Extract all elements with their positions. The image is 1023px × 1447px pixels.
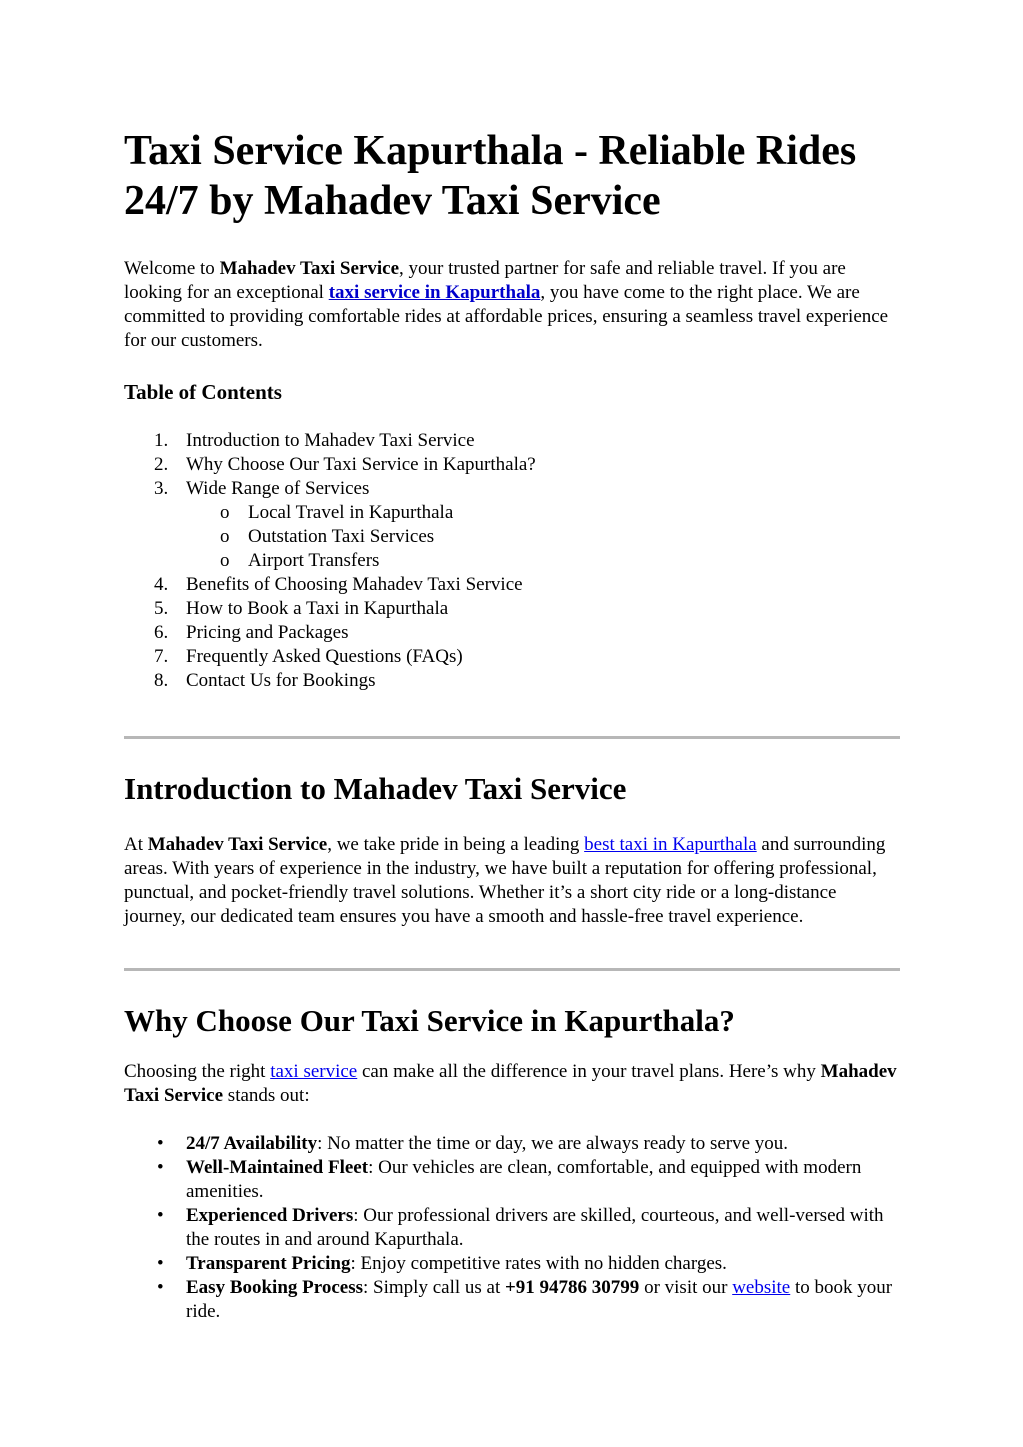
list-item-title: Easy Booking Process: [186, 1277, 364, 1298]
section2-brand: Mahadev Taxi Service: [124, 1061, 897, 1106]
intro-brand: Mahadev Taxi Service: [219, 258, 400, 279]
phone-number: +91 94786 30799: [504, 1277, 640, 1298]
list-item-title: Well-Maintained Fleet: [186, 1157, 369, 1178]
list-item-text: : No matter the time or day, we are always ready to serve you.: [317, 1133, 789, 1154]
toc-item: [124, 525, 900, 549]
intro-text-3: , you have come to the right place. We are committed to providing comfortable rides at affordable prices, ensuring a seamless travel experience for our customers.: [124, 282, 889, 351]
section1-text-1: At: [124, 834, 148, 855]
why-choose-paragraph: [124, 1060, 900, 1108]
website-link[interactable]: website: [732, 1277, 791, 1298]
toc-item-label: How to Book a Taxi in Kapurthala: [186, 598, 449, 619]
taxi-service-kapurthala-link[interactable]: taxi service in Kapurthala: [328, 282, 541, 303]
toc-item-label: Introduction to Mahadev Taxi Service: [186, 430, 475, 451]
list-item-text: to book your ride.: [186, 1277, 893, 1322]
document-page: [124, 0, 900, 1324]
section-divider: [124, 736, 900, 739]
toc-item-label: Contact Us for Bookings: [186, 670, 376, 691]
introduction-paragraph: [124, 833, 900, 929]
list-item-title: Transparent Pricing: [186, 1253, 351, 1274]
section1-brand: Mahadev Taxi Service: [147, 834, 328, 855]
bullet-icon: •: [157, 1253, 164, 1274]
toc-item-label: Wide Range of Services: [186, 478, 370, 499]
toc-item-number: 6.: [154, 622, 169, 643]
toc-item: [124, 453, 900, 477]
sub-bullet-icon: o: [220, 526, 230, 547]
section1-text-3: and surrounding areas. With years of experience in the industry, we have built a reputation for offering professional, punctual, and pocket-friendly travel solutions. Whether it’s a short city ride or a long-distance journey, our dedicated team ensures you have a smooth and hassle-free travel experience.: [124, 834, 886, 927]
toc-item: [124, 549, 900, 573]
bullet-icon: •: [157, 1133, 164, 1154]
list-item-text: : Our professional drivers are skilled, courteous, and well-versed with the routes in and around Kapurthala.: [186, 1205, 884, 1250]
toc-item-label: Airport Transfers: [248, 550, 380, 571]
toc-item-number: 1.: [154, 430, 169, 451]
toc-item-number: 4.: [154, 574, 169, 595]
toc-item: [124, 645, 900, 669]
toc-item: [124, 597, 900, 621]
list-item-text: or visit our: [639, 1277, 733, 1298]
list-item: [124, 1276, 900, 1324]
taxi-service-link[interactable]: taxi service: [270, 1061, 358, 1082]
section2-text-1: Choosing the right: [124, 1061, 271, 1082]
bullet-icon: •: [157, 1157, 164, 1178]
list-item-title: Experienced Drivers: [186, 1205, 354, 1226]
intro-text-1: Welcome to: [124, 258, 220, 279]
list-item: [124, 1204, 900, 1252]
section2-text-3: stands out:: [223, 1085, 310, 1106]
bullet-icon: •: [157, 1205, 164, 1226]
section-heading-why-choose: Why Choose Our Taxi Service in Kapurthala?: [124, 1003, 735, 1038]
page-title: Taxi Service Kapurthala - Reliable Rides 24/7 by Mahadev Taxi Service: [124, 128, 857, 224]
toc-item-number: 8.: [154, 670, 169, 691]
toc-item: [124, 669, 900, 693]
toc-item: [124, 501, 900, 525]
toc-item-label: Frequently Asked Questions (FAQs): [186, 646, 463, 667]
best-taxi-link[interactable]: best taxi in Kapurthala: [584, 834, 757, 855]
toc-item-number: 7.: [154, 646, 169, 667]
section1-text-2: , we take pride in being a leading: [327, 834, 585, 855]
toc-item: [124, 477, 900, 501]
sub-bullet-icon: o: [220, 550, 230, 571]
toc-item: [124, 573, 900, 597]
list-item: [124, 1156, 900, 1204]
bullet-icon: •: [157, 1277, 164, 1298]
toc-item: [124, 429, 900, 453]
list-item-text: : Our vehicles are clean, comfortable, and equipped with modern amenities.: [186, 1157, 862, 1202]
toc-item-number: 5.: [154, 598, 169, 619]
toc-item-label: Local Travel in Kapurthala: [248, 502, 454, 523]
toc-item-number: 3.: [154, 478, 169, 499]
toc-item-label: Benefits of Choosing Mahadev Taxi Service: [186, 574, 523, 595]
section-heading-introduction: Introduction to Mahadev Taxi Service: [124, 771, 627, 806]
section2-text-2: can make all the difference in your travel plans. Here’s why: [357, 1061, 821, 1082]
intro-text-2: , your trusted partner for safe and reliable travel. If you are looking for an exceptional: [124, 258, 846, 303]
intro-paragraph: [124, 257, 900, 353]
list-item-title: 24/7 Availability: [186, 1133, 318, 1154]
toc-item-label: Pricing and Packages: [186, 622, 349, 643]
toc-item: [124, 621, 900, 645]
list-item: [124, 1252, 900, 1276]
toc-item-label: Outstation Taxi Services: [248, 526, 435, 547]
toc-list: [124, 429, 900, 693]
section-divider: [124, 968, 900, 971]
toc-item-number: 2.: [154, 454, 169, 475]
list-item-text: : Simply call us at: [363, 1277, 505, 1298]
sub-bullet-icon: o: [220, 502, 230, 523]
toc-title: Table of Contents: [124, 380, 282, 404]
toc-item-label: Why Choose Our Taxi Service in Kapurthala?: [186, 454, 536, 475]
list-item: [124, 1132, 900, 1156]
features-list: [124, 1132, 900, 1324]
list-item-text: : Enjoy competitive rates with no hidden charges.: [350, 1253, 727, 1274]
